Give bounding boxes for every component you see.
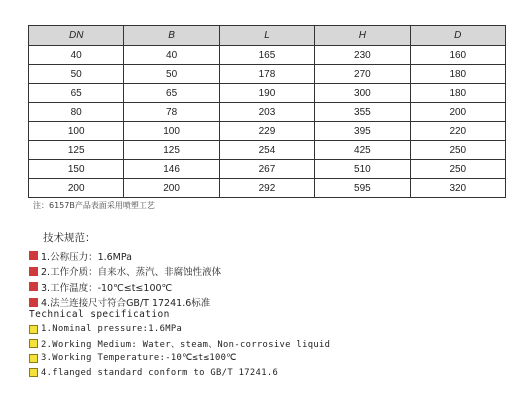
- spec-cn-item: 4.法兰连接尺寸符合GB/T 17241.6标准: [41, 298, 211, 310]
- list-item: [29, 279, 221, 295]
- list-item: [29, 351, 330, 366]
- table-cell-l: 190: [219, 84, 314, 103]
- table-cell-h: 425: [315, 141, 410, 160]
- spec-cn-item: 2.工作介质：自来水、蒸汽、非腐蚀性液体: [41, 267, 222, 279]
- table-cell-d: 160: [410, 46, 505, 65]
- table-cell-d: 180: [410, 84, 505, 103]
- table-cell-h: 230: [315, 46, 410, 65]
- column-header-d: D: [410, 26, 505, 46]
- column-header-l: L: [219, 26, 314, 46]
- spec-cn-item: 1.公称压力：1.6MPa: [41, 251, 132, 263]
- spec-en-list: [29, 322, 330, 380]
- table-body: [29, 46, 506, 198]
- table-cell-b: 200: [124, 179, 219, 198]
- yellow-square-bullet-icon: [29, 325, 38, 334]
- table-row: [29, 84, 506, 103]
- spec-cn-title: 技术规范：: [43, 232, 96, 244]
- column-header-dn: DN: [29, 26, 124, 46]
- table-cell-d: 250: [410, 160, 505, 179]
- table-cell-dn: 40: [29, 46, 124, 65]
- table-cell-l: 178: [219, 65, 314, 84]
- surface-note: 注：6157B产品表面采用喷塑工艺: [33, 201, 155, 210]
- table-header-row: [29, 26, 506, 46]
- table-cell-l: 267: [219, 160, 314, 179]
- yellow-square-bullet-icon: [29, 354, 38, 363]
- column-header-h: H: [315, 26, 410, 46]
- red-square-bullet-icon: [29, 282, 38, 291]
- table-cell-h: 510: [315, 160, 410, 179]
- table-cell-d: 220: [410, 122, 505, 141]
- spec-en-item: 4.flanged standard conform to GB/T 17241.6: [41, 367, 279, 378]
- table-cell-d: 250: [410, 141, 505, 160]
- spec-en-item: 2.Working Medium: Water、steam、Non-corrosive liquid: [41, 340, 331, 351]
- table-cell-d: 320: [410, 179, 505, 198]
- table-row: [29, 179, 506, 198]
- table-cell-l: 292: [219, 179, 314, 198]
- table-cell-h: 270: [315, 65, 410, 84]
- table-cell-dn: 125: [29, 141, 124, 160]
- table-row: [29, 46, 506, 65]
- table-cell-l: 254: [219, 141, 314, 160]
- spec-cn-list: [29, 248, 221, 310]
- yellow-square-bullet-icon: [29, 339, 38, 348]
- yellow-square-bullet-icon: [29, 368, 38, 377]
- table-cell-b: 40: [124, 46, 219, 65]
- table-cell-h: 595: [315, 179, 410, 198]
- table-cell-dn: 50: [29, 65, 124, 84]
- table-cell-b: 100: [124, 122, 219, 141]
- spec-en-item: 1.Nominal pressure:1.6MPa: [41, 324, 183, 335]
- list-item: [29, 366, 330, 381]
- table-cell-dn: 80: [29, 103, 124, 122]
- table-cell-b: 50: [124, 65, 219, 84]
- table-row: [29, 160, 506, 179]
- table-row: [29, 122, 506, 141]
- table-cell-l: 203: [219, 103, 314, 122]
- table-row: [29, 65, 506, 84]
- table-cell-dn: 150: [29, 160, 124, 179]
- table-row: [29, 103, 506, 122]
- table-cell-b: 78: [124, 103, 219, 122]
- spec-en-item: 3.Working Temperature:-10℃≤t≤100℃: [41, 353, 237, 364]
- table-cell-d: 200: [410, 103, 505, 122]
- list-item: [29, 295, 221, 311]
- list-item: [29, 264, 221, 280]
- column-header-b: B: [124, 26, 219, 46]
- table-row: [29, 141, 506, 160]
- dimensions-table: [28, 25, 506, 198]
- table-cell-b: 125: [124, 141, 219, 160]
- list-item: [29, 337, 330, 352]
- red-square-bullet-icon: [29, 298, 38, 307]
- table-cell-l: 229: [219, 122, 314, 141]
- red-square-bullet-icon: [29, 251, 38, 260]
- table-cell-b: 146: [124, 160, 219, 179]
- red-square-bullet-icon: [29, 267, 38, 276]
- table-cell-l: 165: [219, 46, 314, 65]
- list-item: [29, 322, 330, 337]
- list-item: [29, 248, 221, 264]
- table-cell-dn: 100: [29, 122, 124, 141]
- spec-cn-item: 3.工作温度：-10℃≤t≤100℃: [41, 282, 173, 294]
- table-cell-b: 65: [124, 84, 219, 103]
- table-cell-d: 180: [410, 65, 505, 84]
- table-cell-h: 395: [315, 122, 410, 141]
- table-cell-dn: 200: [29, 179, 124, 198]
- spec-en-title: Technical specification: [29, 309, 170, 320]
- table-cell-h: 300: [315, 84, 410, 103]
- table-cell-dn: 65: [29, 84, 124, 103]
- table-cell-h: 355: [315, 103, 410, 122]
